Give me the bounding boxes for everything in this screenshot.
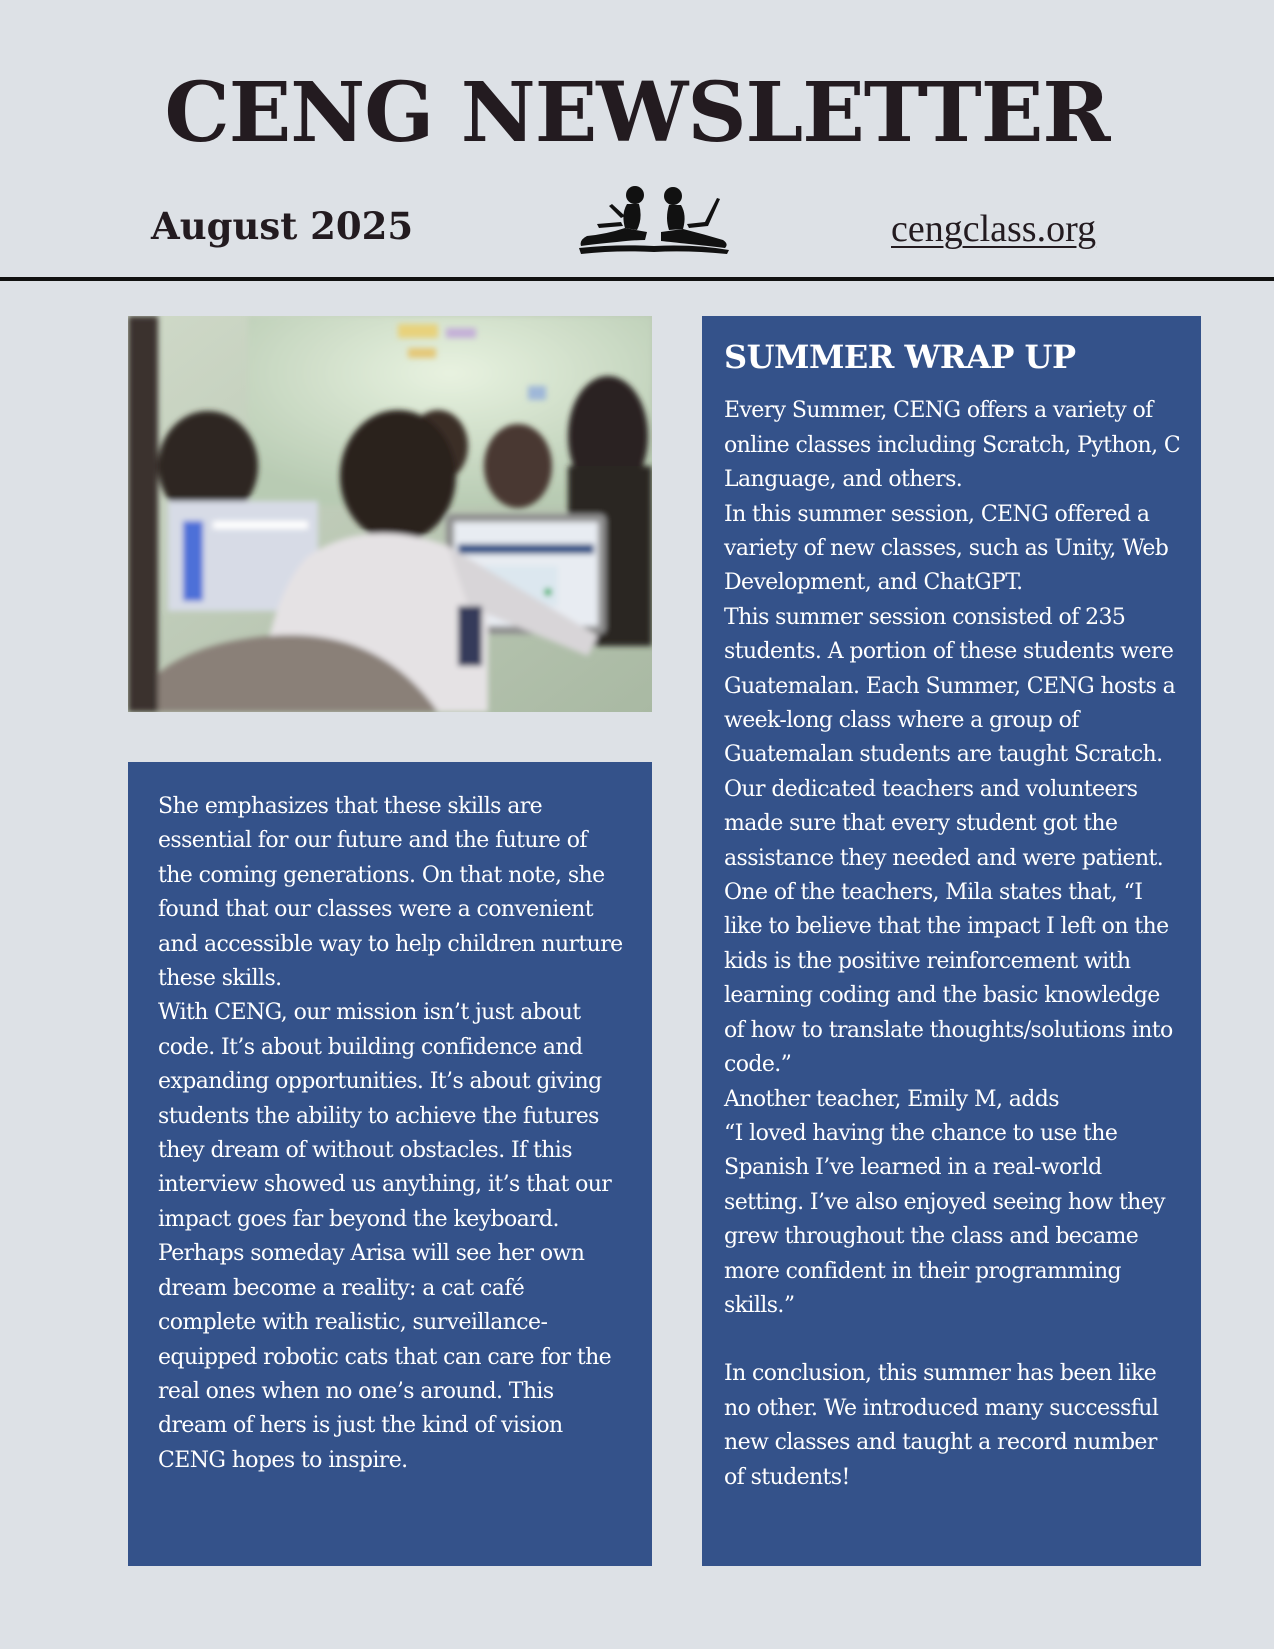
interview-summary-panel <box>128 762 652 1566</box>
section-heading: SUMMER WRAP UP <box>724 338 1076 376</box>
panel-paragraph: She emphasizes that these skills are essential for our future and the future of the coming generations. On that note, she found that our classes were a convenient and accessible way to help children nurture these skills. <box>158 794 623 992</box>
classroom-photo <box>128 316 652 712</box>
panel-paragraph: In this summer session, CENG offered a variety of new classes, such as Unity, Web Development, and ChatGPT. <box>724 501 1169 596</box>
panel-paragraph: With CENG, our mission isn’t just about code. It’s about building confidence and expanding opportunities. It’s about giving students the ability to achieve the futures they dream of without obstacles. If this interview showed us anything, it’s that our impact goes far beyond the keyboard. Perhaps someday Arisa will see her own dream become a reality: a cat café complete with realistic, surveillance-equipped robotic cats that can care for the real ones when no one’s around. This dream of hers is just the kind of vision CENG hopes to inspire. <box>158 1000 612 1473</box>
header-divider <box>0 277 1274 281</box>
summer-wrap-up-panel <box>702 316 1201 1566</box>
panel-paragraph: In conclusion, this summer has been like no other. We introduced many successful new classes and taught a record number of students! <box>724 1361 1159 1490</box>
panel-paragraph: Another teacher, Emily M, adds <box>724 1086 1059 1112</box>
newsletter-title: CENG NEWSLETTER <box>164 65 1110 161</box>
website-link[interactable]: cengclass.org <box>891 208 1097 250</box>
panel-paragraph: Every Summer, CENG offers a variety of online classes including Scratch, Python, C Language, and others. <box>724 398 1181 493</box>
panel-paragraph: “I loved having the chance to use the Spanish I’ve learned in a real-world setting. I’ve also enjoyed seeing how they grew throughout the class and became more confident in their programming skills.” <box>724 1120 1165 1318</box>
reading-figures-logo-icon <box>577 184 731 256</box>
issue-date: August 2025 <box>151 204 414 248</box>
panel-paragraph: This summer session consisted of 235 students. A portion of these students were Guatemalan. Each Summer, CENG hosts a week-long class where a group of Guatemalan students are taught Scratch. Our dedicated teachers and volunteers made sure that every student got the assistance they needed and were patient. One of the teachers, Mila states that, “I like to believe that the impact I left on the kids is the positive reinforcement with learning coding and the basic knowledge of how to translate thoughts/solutions into code.” <box>724 604 1176 1078</box>
